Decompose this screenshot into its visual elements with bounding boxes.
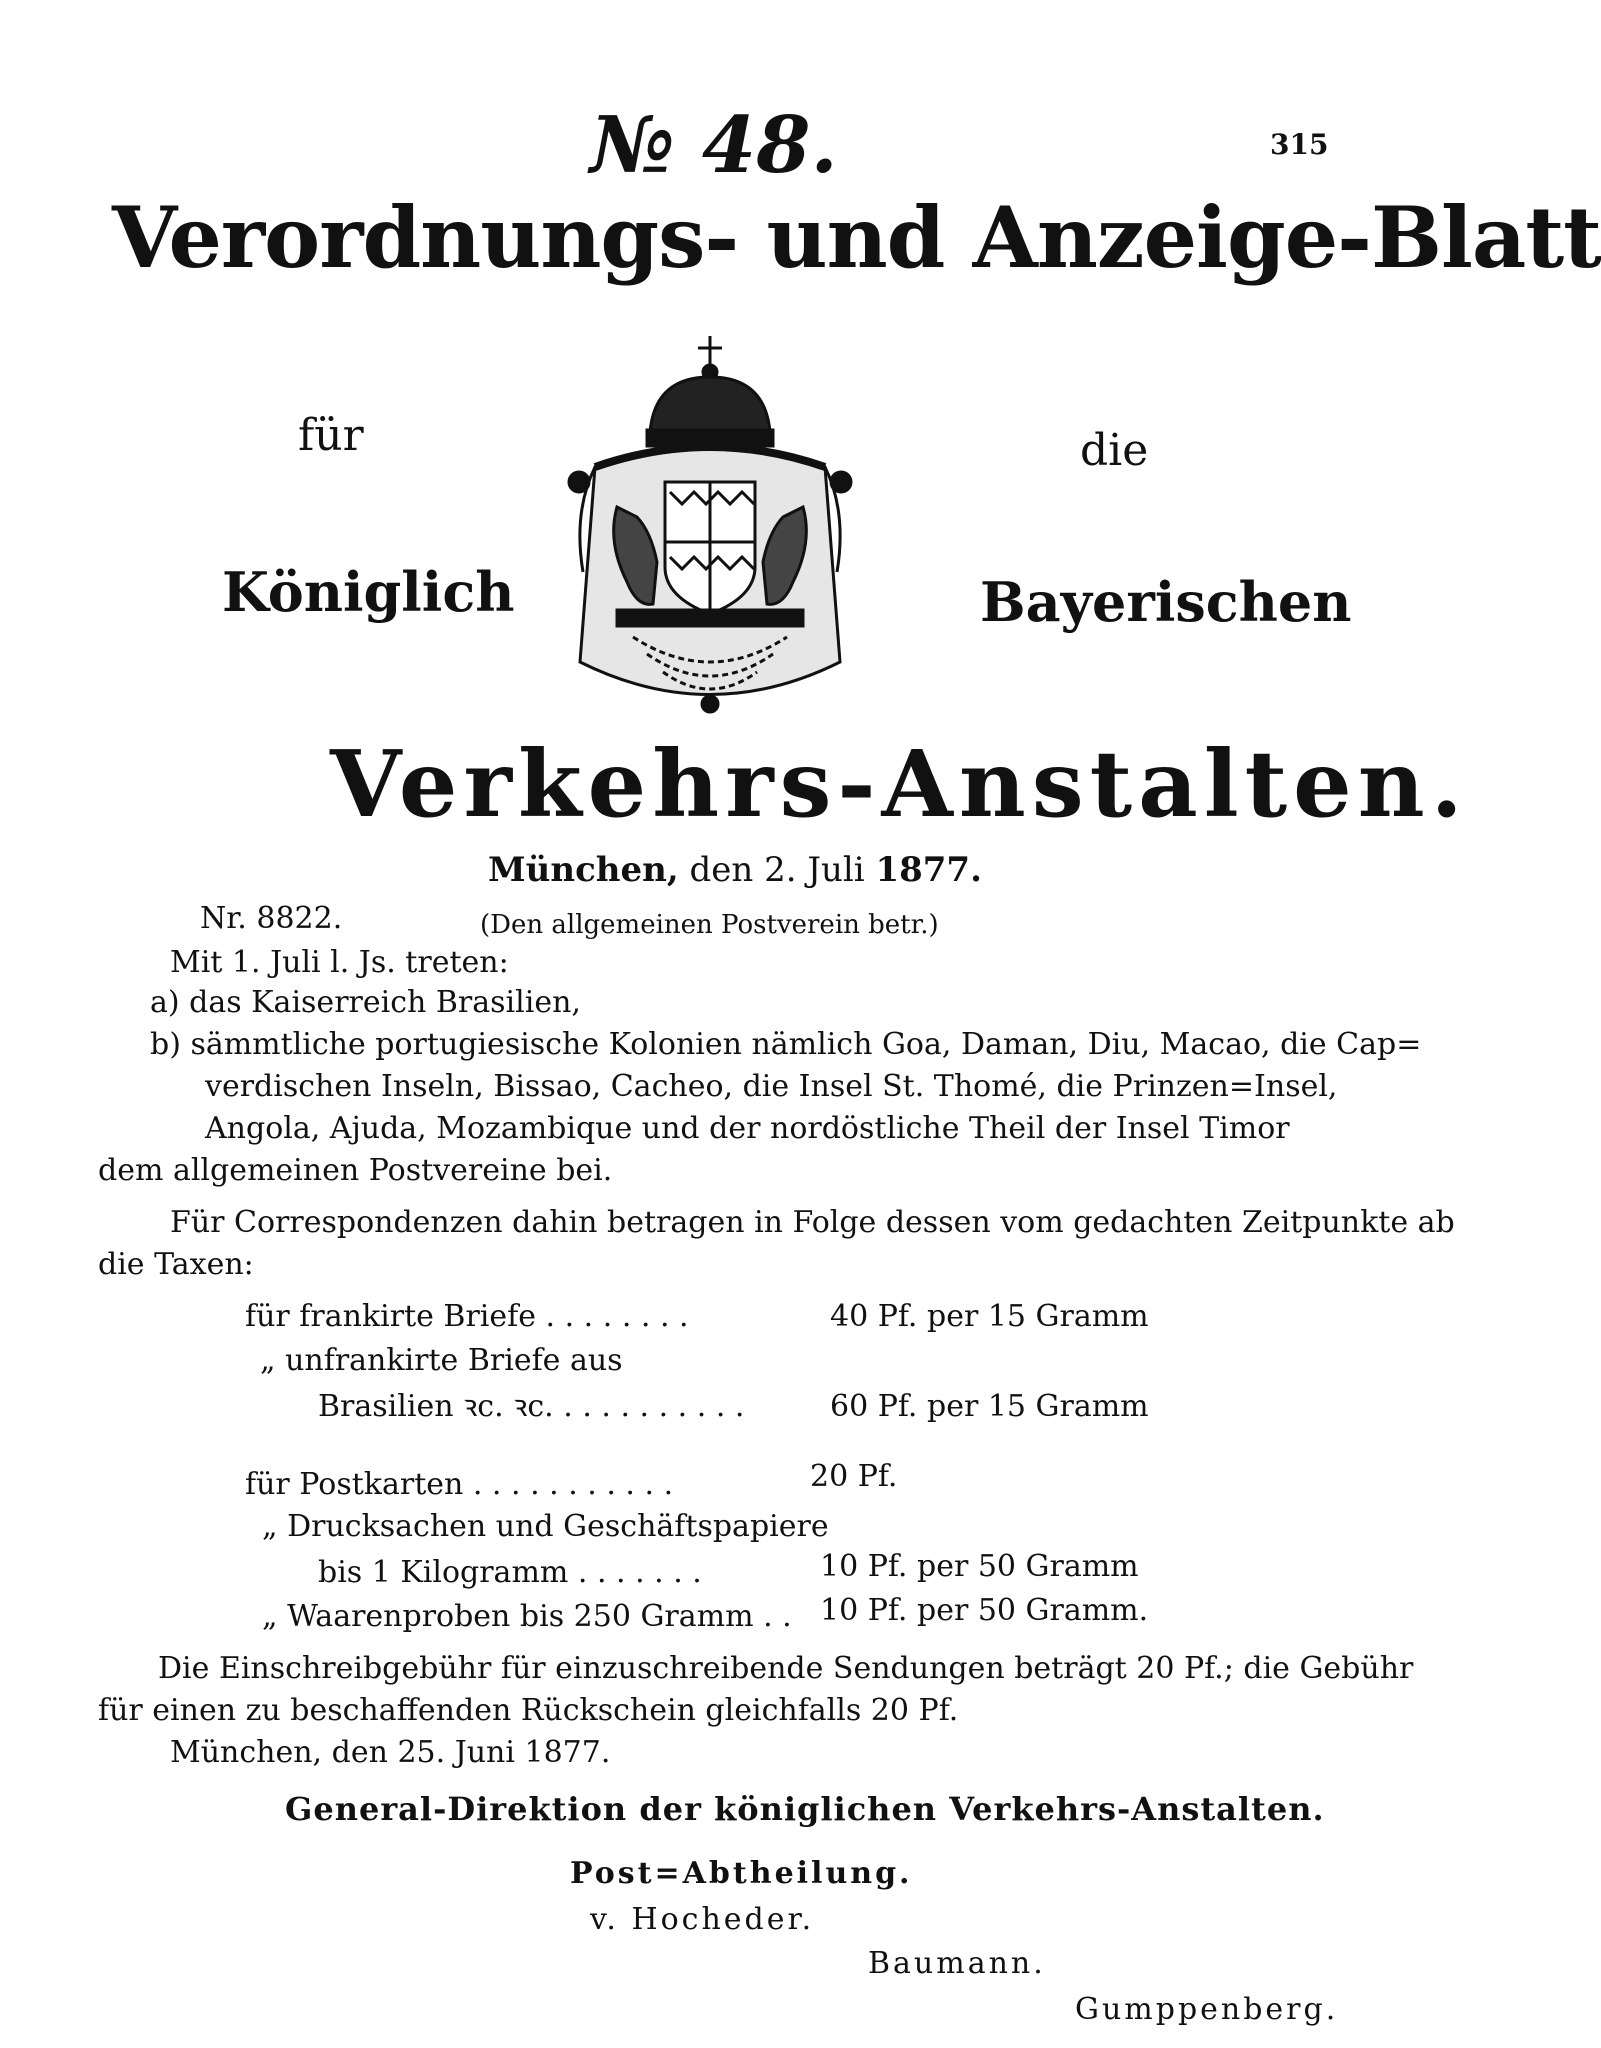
dateline-place: München,: [488, 850, 679, 890]
list-item-a: a) das Kaiserreich Brasilien,: [150, 985, 581, 1020]
rate-label: bis 1 Kilogramm . . . . . . .: [318, 1555, 702, 1590]
paragraph-line-2: die Taxen:: [98, 1247, 254, 1282]
rate-label: für frankirte Briefe . . . . . . . .: [245, 1299, 689, 1334]
title-word-fuer: für: [298, 410, 364, 461]
list-item-b-line-4: dem allgemeinen Postvereine bei.: [98, 1153, 613, 1188]
title-word-die: die: [1080, 425, 1149, 476]
list-item-b: b) sämmtliche portugiesische Kolonien nämlich Goa, Daman, Diu, Macao, die Cap=: [150, 1027, 1422, 1062]
list-item-b-line-2: verdischen Inseln, Bissao, Cacheo, die Insel St. Thomé, die Prinzen=Insel,: [205, 1069, 1338, 1104]
paragraph-line-1: Für Correspondenzen dahin betragen in Folge dessen vom gedachten Zeitpunkte ab: [170, 1205, 1455, 1240]
signature-baumann: Baumann.: [868, 1946, 1046, 1981]
notice-intro: Mit 1. Juli l. Js. treten:: [170, 945, 509, 980]
rate-label: „ Drucksachen und Geschäftspapiere: [262, 1509, 829, 1544]
issue-number: № 48.: [590, 100, 838, 191]
page-number: 315: [1270, 128, 1329, 161]
fee-line-1: Die Einschreibgebühr für einzuschreibende Sendungen beträgt 20 Pf.; die Gebühr: [158, 1651, 1414, 1686]
bavarian-coat-of-arms-emblem: [555, 332, 865, 726]
rate-value: 60 Pf. per 15 Gramm: [830, 1389, 1149, 1424]
rate-value: 10 Pf. per 50 Gramm.: [820, 1593, 1149, 1628]
rate-label: für Postkarten . . . . . . . . . . .: [245, 1467, 674, 1502]
closing-date: München, den 25. Juni 1877.: [170, 1735, 611, 1770]
rate-value: 40 Pf. per 15 Gramm: [830, 1299, 1149, 1334]
list-item-b-line-3: Angola, Ajuda, Mozambique und der nordöstliche Theil der Insel Timor: [205, 1111, 1290, 1146]
title-word-bayerischen: Bayerischen: [980, 570, 1352, 634]
signature-gumppenberg: Gumppenberg.: [1075, 1992, 1339, 2027]
fee-line-2: für einen zu beschaffenden Rückschein gleichfalls 20 Pf.: [98, 1693, 959, 1728]
rate-value: 10 Pf. per 50 Gramm: [820, 1549, 1139, 1584]
subtitle: Verkehrs-Anstalten.: [330, 730, 1469, 838]
dateline-date: den 2. Juli: [689, 850, 865, 890]
rate-value: 20 Pf.: [810, 1459, 898, 1494]
page-title: Verordnungs- und Anzeige-Blatt: [112, 188, 1601, 287]
notice-number: Nr. 8822.: [200, 901, 343, 936]
dateline-year: 1877.: [875, 850, 982, 890]
dateline: [488, 850, 982, 890]
signature-hocheder: v. Hocheder.: [590, 1902, 815, 1937]
notice-subject: (Den allgemeinen Postverein betr.): [480, 910, 939, 940]
rate-label: „ Waarenproben bis 250 Gramm . .: [262, 1599, 792, 1634]
title-word-koeniglich: Königlich: [222, 560, 515, 624]
department: Post=Abtheilung.: [570, 1856, 913, 1891]
issuing-authority: General-Direktion der königlichen Verkehrs-Anstalten.: [285, 1790, 1325, 1828]
rate-label: „ unfrankirte Briefe aus: [260, 1343, 623, 1378]
rate-label: Brasilien ꝛc. ꝛc. . . . . . . . . . .: [318, 1389, 745, 1424]
